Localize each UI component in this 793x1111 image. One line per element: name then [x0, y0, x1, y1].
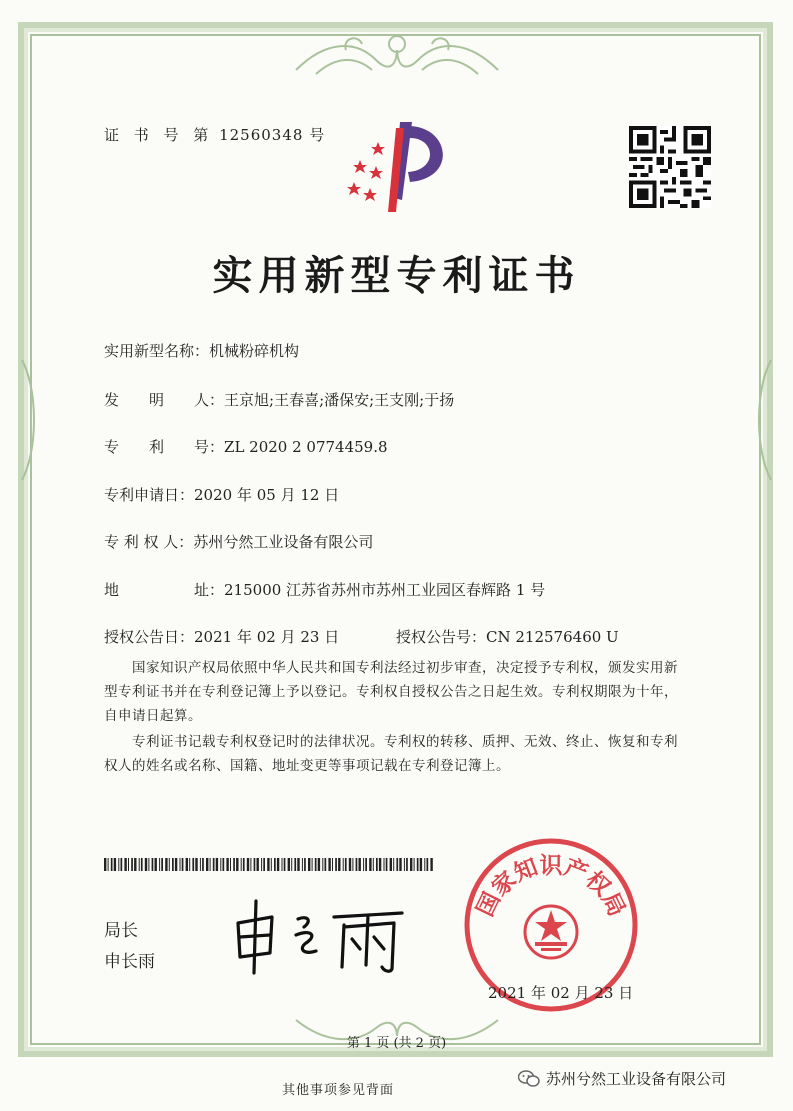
left-ornament: [18, 360, 40, 480]
field-value: 2021 年 02 月 23 日: [194, 628, 340, 646]
certificate-number: [104, 124, 325, 145]
field-value: 机械粉碎机构: [209, 342, 300, 360]
field-value: 2020 年 05 月 12 日: [194, 486, 340, 504]
field-grant-date: [104, 626, 339, 647]
watermark-text: 苏州兮然工业设备有限公司: [546, 1070, 727, 1088]
field-application-date: [104, 484, 339, 505]
page-number: 第 1 页 (共 2 页): [346, 1036, 447, 1051]
field-label: 授权公告号：: [396, 628, 487, 646]
field-label: 授权公告日：: [104, 628, 195, 646]
barcode: [104, 858, 434, 871]
patent-office-logo: [338, 120, 460, 215]
qr-code-icon: [629, 126, 711, 208]
field-label: 地 址：: [104, 581, 225, 599]
seal-text: 国家知识产权局: [472, 852, 630, 921]
certificate-title: 实用新型专利证书: [212, 252, 581, 299]
field-value: ZL 2020 2 0774459.8: [224, 438, 388, 456]
field-value: 苏州兮然工业设备有限公司: [193, 533, 374, 551]
field-label: 专 利 权 人：: [104, 533, 194, 551]
field-patentee: [104, 531, 373, 552]
top-ornament: [286, 30, 508, 86]
field-value: CN 212576460 U: [486, 628, 619, 646]
field-value: 王京旭;王春喜;潘保安;王支刚;于扬: [224, 391, 455, 409]
field-inventors: [104, 389, 454, 410]
director-signature: [226, 895, 416, 975]
field-value: 215000 江苏省苏州市苏州工业园区春辉路 1 号: [224, 581, 546, 599]
director-name: 申长雨: [104, 952, 155, 972]
wechat-icon: [518, 1070, 540, 1088]
right-ornament: [753, 360, 775, 480]
field-address: [104, 579, 545, 600]
field-grant-number: [396, 626, 619, 647]
field-label: 专利申请日：: [104, 486, 195, 504]
legal-status-paragraph: 专利证书记载专利权登记时的法律状况。专利权的转移、质押、无效、终止、恢复和专利权人的姓名或名称、国籍、地址变更等事项记载在专利登记簿上。: [104, 734, 678, 774]
field-patent-number: [104, 436, 388, 457]
field-label: 发 明 人：: [104, 391, 225, 409]
certificate-number-value: 12560348: [219, 126, 304, 144]
seal-date: 2021 年 02 月 23 日: [488, 984, 634, 1002]
certificate-number-suffix: 号: [309, 126, 326, 144]
certificate-number-label: 证 书 号 第: [104, 126, 214, 144]
field-utility-model-name: [104, 340, 299, 361]
footer-note: 其他事项参见背面: [282, 1083, 395, 1098]
grant-statement-paragraph: 国家知识产权局依照中华人民共和国专利法经过初步审查，决定授予专利权，颁发实用新型专利证书并在专利登记簿上予以登记。专利权自授权公告之日起生效。专利权期限为十年，自申请日起算。: [104, 660, 678, 724]
field-label: 实用新型名称：: [104, 342, 210, 360]
field-label: 专 利 号：: [104, 438, 225, 456]
wechat-watermark: [518, 1068, 726, 1089]
director-title: 局长: [104, 921, 138, 941]
